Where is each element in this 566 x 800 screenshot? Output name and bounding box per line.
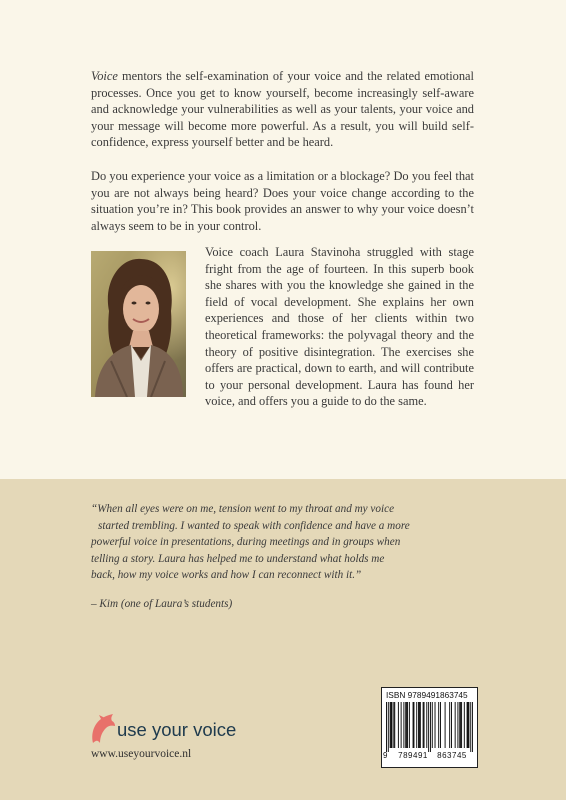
barcode-bar (459, 702, 460, 748)
testimonial-quote (91, 501, 471, 584)
barcode-bar (405, 702, 406, 748)
barcode-digits-right: 863745 (437, 751, 467, 760)
barcode-bar (390, 702, 391, 748)
barcode-bar (430, 702, 431, 752)
testimonial-line: telling a story. Laura has helped me to understand what holds me (91, 552, 385, 565)
testimonial-attribution: – Kim (one of Laura’s students) (91, 598, 233, 610)
barcode-bar (406, 702, 407, 748)
barcode-bar (420, 702, 421, 748)
barcode-bar (428, 702, 429, 752)
description-paragraph-3: Voice coach Laura Stavinoha struggled with stage fright from the age of fourteen. In this superb book she shares with you the knowledge she gained in the field of vocal development. She explains her own experiences and those of her clients within two theoretical frameworks: the polyvagal theory and the theory of positive disintegration. The exercises she offers are practical, down to earth, and will contribute to your personal development. Laura has found her voice, and offers you a guide to do the same. (205, 245, 474, 409)
barcode-bar (419, 702, 420, 748)
barcode-bars (386, 702, 473, 752)
testimonial-line: back, how my voice works and how I can reconnect with it.” (91, 569, 362, 581)
barcode-bar (424, 702, 425, 748)
barcode-bar (391, 702, 392, 748)
barcode-bar (391, 702, 392, 748)
barcode-bar (423, 702, 424, 748)
barcode-bar (460, 702, 461, 748)
description-paragraph-2: Do you experience your voice as a limitation or a blockage? Do you feel that you are not always being heard? Does your voice change according to the situation you’re in? This book provides an answer to why your voice doesn’t always seem to be in your control. (91, 169, 474, 233)
barcode-bar (451, 702, 452, 748)
barcode-bar (457, 702, 458, 748)
barcode-bar (416, 702, 417, 748)
isbn-barcode (381, 687, 478, 768)
barcode-bar (467, 702, 468, 748)
barcode-digits-left: 789491 (398, 751, 428, 760)
dolphin-icon (89, 713, 117, 750)
barcode-bar (472, 702, 473, 752)
barcode-bar (445, 702, 446, 748)
barcode-bar (455, 702, 456, 748)
barcode-bar (440, 702, 441, 748)
barcode-bar (470, 702, 471, 752)
description-paragraph-1 (91, 68, 474, 151)
barcode-bar (468, 702, 469, 748)
book-title-inline: Voice (91, 69, 118, 83)
publisher-url: www.useyourvoice.nl (91, 748, 192, 760)
barcode-bar (388, 702, 389, 752)
barcode-bar (394, 702, 395, 748)
barcode-bar (418, 702, 419, 748)
publisher-logo (89, 713, 249, 745)
barcode-bar (398, 702, 399, 748)
barcode-bar (464, 702, 465, 748)
barcode-bar (432, 702, 433, 748)
testimonial-line: “When all eyes were on me, tension went to my throat and my voice (91, 503, 395, 515)
barcode-bar (426, 702, 427, 748)
barcode-bar (401, 702, 402, 748)
barcode-bar (449, 702, 450, 748)
barcode-bar (409, 702, 410, 748)
barcode-bar (468, 702, 469, 748)
barcode-bar (438, 702, 439, 748)
barcode-bar (413, 702, 414, 748)
barcode-bar (407, 702, 408, 748)
barcode-bar (386, 702, 387, 752)
barcode-bar (461, 702, 462, 748)
publisher-logo-text: use your voice (117, 719, 237, 740)
barcode-digit-first: 9 (383, 751, 388, 760)
barcode-bar (435, 702, 436, 748)
barcode-bar (403, 702, 404, 748)
barcode-bar (393, 702, 394, 748)
barcode-bar (413, 702, 414, 748)
author-portrait (91, 251, 186, 397)
testimonial-line: started trembling. I wanted to speak with confidence and have a more (98, 519, 410, 532)
isbn-label: ISBN 9789491863745 (386, 690, 468, 700)
testimonial-line: powerful voice in presentations, during meetings and in groups when (91, 536, 401, 548)
description-paragraph-1-text: mentors the self-examination of your voice and the related emotional processes. Once you get to know yourself, become increasingly self-aware and acknowledge your vulnerabilities as well as your talents, your voice and your message will become more powerful. As a result, you will build self-confidence, express yourself better and be heard. (91, 69, 474, 150)
